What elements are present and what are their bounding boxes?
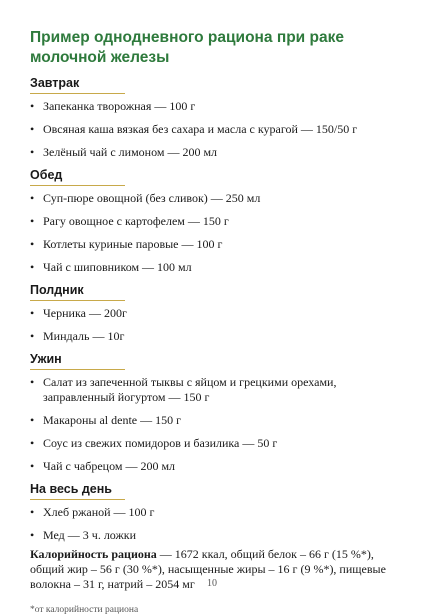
bullet-icon: • (30, 306, 35, 320)
list-item (30, 145, 400, 160)
bullet-icon: • (30, 375, 35, 389)
item-text: Рагу овощное с картофелем — 150 г (43, 214, 229, 228)
bullet-icon: • (30, 329, 35, 343)
section-heading: Обед (30, 167, 125, 186)
section-heading: Завтрак (30, 75, 125, 94)
list-item (30, 237, 400, 252)
bullet-icon: • (30, 436, 35, 450)
item-text: Запеканка творожная — 100 г (43, 99, 196, 113)
item-text: Салат из запеченной тыквы с яйцом и грецкими орехами, заправленный йогуртом — 150 г (43, 375, 337, 404)
list-item (30, 436, 400, 451)
section-heading: Полдник (30, 282, 125, 301)
list-item (30, 122, 400, 137)
list-item (30, 260, 400, 275)
bullet-icon: • (30, 145, 35, 159)
section-snack (30, 282, 400, 344)
list-item (30, 191, 400, 206)
bullet-icon: • (30, 260, 35, 274)
item-list (30, 306, 400, 344)
item-text: Котлеты куриные паровые — 100 г (43, 237, 223, 251)
item-list (30, 375, 400, 474)
section-heading: На весь день (30, 481, 125, 500)
item-list (30, 505, 400, 543)
section-lunch (30, 167, 400, 275)
item-text: Макароны al dente — 150 г (43, 413, 182, 427)
bullet-icon: • (30, 122, 35, 136)
item-text: Хлеб ржаной — 100 г (43, 505, 155, 519)
bullet-icon: • (30, 505, 35, 519)
section-whole-day (30, 481, 400, 543)
item-text: Соус из свежих помидоров и базилика — 50 г (43, 436, 278, 450)
item-list (30, 99, 400, 160)
page-title: Пример однодневного рациона при раке молочной железы (30, 29, 344, 66)
list-item (30, 413, 400, 428)
bullet-icon: • (30, 214, 35, 228)
bullet-icon: • (30, 99, 35, 113)
page-number: 10 (207, 578, 217, 589)
bullet-icon: • (30, 528, 35, 542)
document-page (30, 28, 400, 616)
list-item (30, 375, 400, 405)
item-list (30, 191, 400, 275)
bullet-icon: • (30, 413, 35, 427)
item-text: Миндаль — 10г (43, 329, 125, 343)
list-item (30, 528, 400, 543)
item-text: Зелёный чай с лимоном — 200 мл (43, 145, 218, 159)
item-text: Чай с шиповником — 100 мл (43, 260, 192, 274)
bullet-icon: • (30, 459, 35, 473)
item-text: Черника — 200г (43, 306, 127, 320)
list-item (30, 99, 400, 114)
list-item (30, 329, 400, 344)
item-text: Мед — 3 ч. ложки (43, 528, 137, 542)
item-text: Чай с чабрецом — 200 мл (43, 459, 176, 473)
list-item (30, 306, 400, 321)
item-text: Овсяная каша вязкая без сахара и масла с курагой — 150/50 г (43, 122, 358, 136)
item-text: Суп-пюре овощной (без сливок) — 250 мл (43, 191, 261, 205)
list-item (30, 214, 400, 229)
bullet-icon: • (30, 237, 35, 251)
list-item (30, 505, 400, 520)
summary-label: Калорийность рациона (30, 547, 157, 561)
list-item (30, 459, 400, 474)
section-breakfast (30, 75, 400, 160)
section-dinner (30, 351, 400, 474)
bullet-icon: • (30, 191, 35, 205)
footnote: *от калорийности рациона (30, 605, 139, 615)
section-heading: Ужин (30, 351, 125, 370)
summary-text: — 1672 ккал, общий белок – 66 г (15 %*), общий жир – 56 г (30 %*), насыщенные жиры – 16 г (9 %*), пищевые волокна – 31 г, натрий – 2054 мг (30, 547, 386, 591)
